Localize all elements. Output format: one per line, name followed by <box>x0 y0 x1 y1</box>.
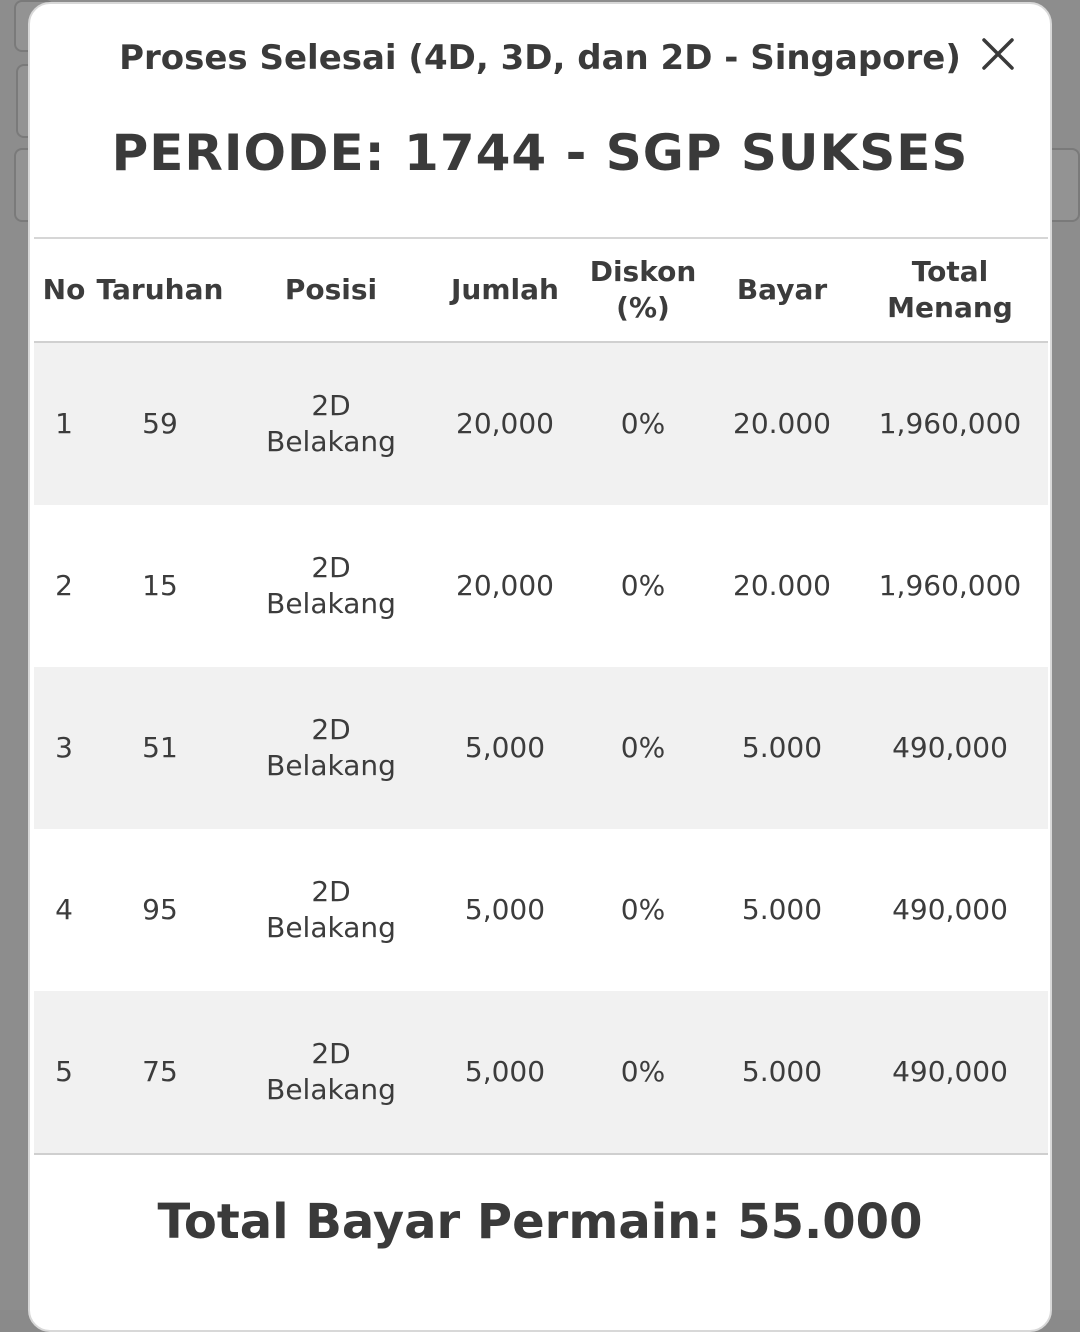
header-taruhan: Taruhan <box>96 273 224 306</box>
cell-no: 1 <box>55 407 73 440</box>
cell-taruhan: 51 <box>142 731 178 764</box>
cell-posisi <box>226 1036 436 1108</box>
table-header <box>34 239 1048 343</box>
cell-total-menang: 490,000 <box>892 893 1008 926</box>
cell-taruhan: 95 <box>142 893 178 926</box>
bets-table <box>34 237 1048 1155</box>
header-bayar: Bayar <box>736 273 828 306</box>
cell-jumlah: 20,000 <box>456 569 554 602</box>
cell-posisi <box>226 388 436 460</box>
cell-posisi-line1: 2D <box>311 713 351 746</box>
result-modal <box>28 2 1052 1332</box>
header-diskon <box>574 254 712 326</box>
cell-posisi-line1: 2D <box>311 551 351 584</box>
cell-total-menang: 490,000 <box>892 731 1008 764</box>
cell-posisi-line1: 2D <box>311 1037 351 1070</box>
periode-heading: PERIODE: 1744 - SGP SUKSES <box>111 124 969 182</box>
close-button[interactable] <box>978 34 1018 74</box>
header-diskon-line1: Diskon <box>589 255 697 288</box>
cell-diskon: 0% <box>620 407 666 440</box>
cell-taruhan: 75 <box>142 1055 178 1088</box>
cell-diskon: 0% <box>620 731 666 764</box>
cell-diskon: 0% <box>620 893 666 926</box>
table-bottom-divider <box>34 1153 1048 1155</box>
cell-diskon: 0% <box>620 1055 666 1088</box>
cell-no: 4 <box>55 893 73 926</box>
cell-no: 5 <box>55 1055 73 1088</box>
cell-bayar: 5.000 <box>741 1055 823 1088</box>
cell-bayar: 5.000 <box>741 893 823 926</box>
cell-total-menang: 1,960,000 <box>878 569 1022 602</box>
table-row <box>34 343 1048 505</box>
cell-jumlah: 20,000 <box>456 407 554 440</box>
cell-posisi-line2: Belakang <box>266 749 396 782</box>
cell-jumlah: 5,000 <box>464 731 546 764</box>
cell-posisi <box>226 874 436 946</box>
cell-no: 2 <box>55 569 73 602</box>
cell-posisi-line2: Belakang <box>266 1073 396 1106</box>
header-total-menang <box>852 254 1048 326</box>
total-bayar-label: Total Bayar Permain: 55.000 <box>157 1194 923 1250</box>
close-icon <box>978 34 1018 74</box>
cell-posisi-line2: Belakang <box>266 587 396 620</box>
header-no: No <box>42 273 86 306</box>
cell-no: 3 <box>55 731 73 764</box>
cell-jumlah: 5,000 <box>464 893 546 926</box>
table-row <box>34 991 1048 1153</box>
cell-total-menang: 490,000 <box>892 1055 1008 1088</box>
cell-total-menang: 1,960,000 <box>878 407 1022 440</box>
cell-posisi-line1: 2D <box>311 389 351 422</box>
cell-taruhan: 59 <box>142 407 178 440</box>
table-row <box>34 829 1048 991</box>
cell-jumlah: 5,000 <box>464 1055 546 1088</box>
cell-posisi-line2: Belakang <box>266 425 396 458</box>
header-total-line2: Menang <box>887 291 1013 324</box>
cell-posisi <box>226 712 436 784</box>
header-posisi: Posisi <box>284 273 378 306</box>
table-row <box>34 667 1048 829</box>
header-total-line1: Total <box>911 255 989 288</box>
cell-taruhan: 15 <box>142 569 178 602</box>
header-diskon-line2: (%) <box>616 291 670 324</box>
cell-diskon: 0% <box>620 569 666 602</box>
table-row <box>34 505 1048 667</box>
cell-bayar: 5.000 <box>741 731 823 764</box>
modal-title: Proses Selesai (4D, 3D, dan 2D - Singapore) <box>119 38 961 78</box>
cell-posisi <box>226 550 436 622</box>
cell-bayar: 20.000 <box>733 569 831 602</box>
cell-posisi-line2: Belakang <box>266 911 396 944</box>
cell-bayar: 20.000 <box>733 407 831 440</box>
cell-posisi-line1: 2D <box>311 875 351 908</box>
header-jumlah: Jumlah <box>451 273 559 306</box>
